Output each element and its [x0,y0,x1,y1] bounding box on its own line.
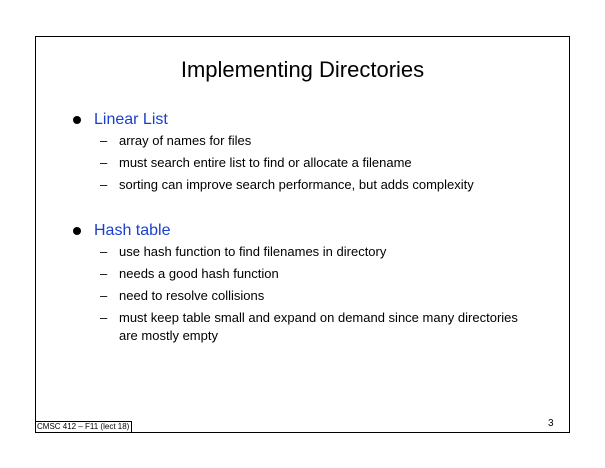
page-number: 3 [548,418,554,429]
dash-icon: – [100,266,108,281]
bullet-dot-icon [73,227,81,235]
dash-icon: – [100,310,108,325]
section-hash-table [73,221,543,349]
list-item-text: needs a good hash function [119,266,279,281]
list-item [73,287,543,305]
bullet-list [73,243,543,345]
list-item-text: sorting can improve search performance, but adds complexity [119,177,474,192]
list-item [73,309,539,345]
list-item [73,176,489,194]
section-label: Linear List [94,111,168,128]
list-item-text: need to resolve collisions [119,288,265,303]
slide-title: Implementing Directories [180,57,425,82]
bullet-dot-icon [73,116,81,124]
dash-icon: – [100,288,108,303]
list-item [73,243,543,261]
section-linear-list [73,110,543,198]
section-label: Hash table [94,222,171,239]
dash-icon: – [100,133,108,148]
list-item-text: array of names for files [119,133,252,148]
dash-icon: – [100,155,108,170]
section-heading [73,110,543,132]
dash-icon: – [100,244,108,259]
list-item [73,132,543,150]
section-heading [73,221,543,243]
bullet-list [73,132,543,194]
list-item [73,265,543,283]
dash-icon: – [100,177,108,192]
list-item [73,154,543,172]
footer-course-label: CMSC 412 – F11 (lect 18) [36,421,132,433]
list-item-text: must search entire list to find or allocate a filename [119,155,412,170]
list-item-text: use hash function to find filenames in directory [119,244,387,259]
list-item-text: must keep table small and expand on demand since many directories are mostly empty [119,310,518,343]
